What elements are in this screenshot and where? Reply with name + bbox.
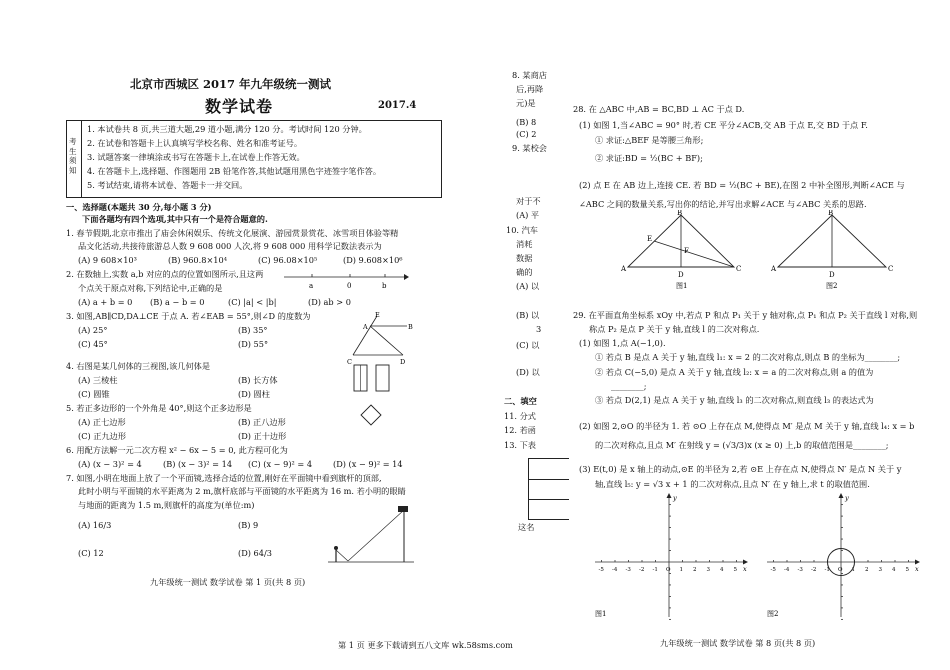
mirror-flagpole-figure bbox=[326, 500, 416, 570]
q28-line1: 28. 在 △ABC 中,AB = BC,BD ⊥ AC 于点 D. bbox=[573, 104, 745, 114]
x-tick-label: -1 bbox=[652, 567, 658, 573]
strip-line: 确的 bbox=[516, 267, 533, 277]
coordinate-grid-2 bbox=[765, 492, 925, 622]
q2-opt-c: (C) |a| < |b| bbox=[228, 297, 277, 307]
strip-line: 消耗 bbox=[516, 239, 533, 249]
q4-opt-c: (C) 圆锥 bbox=[78, 389, 110, 399]
strip-line: 对于不 bbox=[516, 196, 541, 206]
q3-line1: 3. 如图,AB∥CD,DA⊥CE 于点 A. 若∠EAB = 55°,则∠D 的度数为 bbox=[66, 311, 311, 321]
q2-opt-b: (B) a − b = 0 bbox=[150, 297, 205, 307]
q5-opt-a: (A) 正七边形 bbox=[78, 417, 126, 427]
label-C: C bbox=[347, 358, 352, 366]
q28-line2: (1) 如图 1,当∠ABC = 90° 时,若 CE 平分∠ACB,交 AB 于点 E,交 BD 于点 F. bbox=[579, 120, 868, 130]
q1-line1: 1. 春节假期,北京市推出了庙会休闲娱乐、传统文化展演、游园赏景赏花、冰雪项目体验等精 bbox=[66, 228, 399, 238]
fig2-point-C: C bbox=[888, 265, 894, 273]
q1-opt-d: (D) 9.608×10⁶ bbox=[343, 255, 403, 265]
x-tick-label: -5 bbox=[598, 567, 604, 573]
q7-opt-a: (A) 16/3 bbox=[78, 520, 112, 530]
q5-opt-b: (B) 正八边形 bbox=[238, 417, 286, 427]
strip-line: 10. 汽车 bbox=[506, 225, 538, 235]
q7-line3: 与地面的距离为 1.5 m,则旗杆的高度为(单位:m) bbox=[78, 500, 255, 510]
strip-line: (C) 2 bbox=[516, 129, 537, 139]
q7-opt-b: (B) 9 bbox=[238, 520, 259, 530]
q1-line2: 品文化活动,共接待旅游总人数 9 608 000 人次,将 9 608 000 用科学记数法表示为 bbox=[78, 241, 382, 251]
x-tick-label: 1 bbox=[851, 567, 855, 573]
strip-line: 12. 若函 bbox=[504, 425, 536, 435]
q2-opt-a: (A) a + b = 0 bbox=[78, 297, 133, 307]
x-tick-label: -3 bbox=[797, 567, 803, 573]
x-tick-label: 2 bbox=[865, 567, 869, 573]
strip-line: (D) 以 bbox=[516, 367, 540, 377]
grid-caption: 图2 bbox=[767, 610, 779, 618]
notice-3: 3. 试题答案一律填涂或书写在答题卡上,在试卷上作答无效。 bbox=[87, 152, 305, 162]
q5-line1: 5. 若正多边形的一个外角是 40°,则这个正多边形是 bbox=[66, 403, 252, 413]
q5-opt-c: (C) 正九边形 bbox=[78, 431, 127, 441]
x-tick-label: -5 bbox=[770, 567, 776, 573]
q29-line1: 29. 在平面直角坐标系 xOy 中,若点 P 和点 P₁ 关于 y 轴对称,点 P₁ 和点 P₂ 关于直线 l 对称,则 bbox=[573, 310, 918, 320]
strip-line: 这名 bbox=[518, 522, 535, 532]
fig1-point-D: D bbox=[678, 271, 684, 279]
q28-line6: ∠ABC 之间的数量关系,写出你的结论,并写出求解∠ACE 与∠ABC 关系的思路. bbox=[579, 199, 867, 209]
fig1-point-B: B bbox=[677, 210, 683, 217]
notice-5: 5. 考试结束,请将本试卷、答题卡一并交回。 bbox=[87, 180, 248, 190]
q29-line9: 的二次对称点,且点 M′ 在射线 y = (√3/3)x (x ≥ 0) 上,b 的取值范围是________; bbox=[595, 440, 889, 450]
axis-label-b: b bbox=[382, 282, 387, 290]
q6-opt-a: (A) (x − 3)² = 4 bbox=[78, 459, 142, 469]
q2-line1: 2. 在数轴上,实数 a,b 对应的点的位置如图所示,且这两 bbox=[66, 269, 264, 279]
x-tick-label: -4 bbox=[612, 567, 618, 573]
x-tick-label: -2 bbox=[811, 567, 817, 573]
fig2-point-D: D bbox=[829, 271, 835, 279]
section1-note: 下面各题均有四个选项,其中只有一个是符合题意的. bbox=[82, 214, 268, 224]
x-axis-label: x bbox=[915, 565, 919, 573]
number-line-figure bbox=[282, 268, 410, 290]
q29-line6: ________; bbox=[611, 381, 647, 391]
y-axis-arrow bbox=[839, 493, 844, 498]
x-tick-label: -3 bbox=[625, 567, 631, 573]
strip-line: 9. 某校会 bbox=[512, 143, 547, 153]
exam-title: 北京市西城区 2017 年九年级统一测试 bbox=[130, 77, 332, 91]
x-tick-label: O bbox=[666, 567, 671, 573]
coordinate-grid-1 bbox=[593, 492, 753, 622]
strip-line: 8. 某商店 bbox=[512, 70, 547, 80]
grid-caption: 图1 bbox=[595, 610, 607, 618]
q4-opt-d: (D) 圆柱 bbox=[238, 389, 270, 399]
q28-line3: ① 求证:△BEF 是等腰三角形; bbox=[595, 135, 704, 145]
q29-line3: (1) 如图 1,点 A(−1,0). bbox=[579, 338, 666, 348]
strip-line: (A) 平 bbox=[516, 210, 540, 220]
q4-opt-b: (B) 长方体 bbox=[238, 375, 278, 385]
y-axis-label: y bbox=[845, 494, 849, 502]
q6-opt-b: (B) (x − 3)² = 14 bbox=[163, 459, 233, 469]
fig2-point-B: B bbox=[828, 210, 834, 217]
q29-line11: 轴,直线 l₅: y = √3 x + 1 的二次对称点,且点 N′ 在 y 轴上,求 t 的取值范围. bbox=[595, 479, 870, 489]
fig1-point-F: F bbox=[684, 247, 689, 255]
y-axis-arrow bbox=[667, 493, 672, 498]
q3-opt-a: (A) 25° bbox=[78, 325, 108, 335]
q3-opt-c: (C) 45° bbox=[78, 339, 108, 349]
fig1-point-C: C bbox=[736, 265, 742, 273]
q1-opt-c: (C) 96.08×10⁵ bbox=[258, 255, 318, 265]
q1-opt-a: (A) 9 608×10³ bbox=[78, 255, 137, 265]
label-A: A bbox=[363, 323, 368, 331]
q3-opt-b: (B) 35° bbox=[238, 325, 268, 335]
q6-opt-d: (D) (x − 9)² = 14 bbox=[333, 459, 403, 469]
notice-label: 考生须知 bbox=[69, 137, 77, 175]
triangle-figure-2 bbox=[770, 210, 900, 290]
notice-1: 1. 本试卷共 8 页,共三道大题,29 道小题,满分 120 分。考试时间 120 分钟。 bbox=[87, 124, 367, 134]
q6-line1: 6. 用配方法解一元二次方程 x² − 6x − 5 = 0, 此方程可化为 bbox=[66, 445, 288, 455]
strip-line: (B) 8 bbox=[516, 117, 537, 127]
q7-opt-d: (D) 64/3 bbox=[238, 548, 272, 558]
strip-table bbox=[528, 458, 569, 520]
strip-line: 3 bbox=[536, 324, 542, 334]
exam-subtitle: 数学试卷 bbox=[205, 97, 274, 116]
q2-line2: 个点关于原点对称,下列结论中,正确的是 bbox=[78, 283, 223, 293]
q4-opt-a: (A) 三棱柱 bbox=[78, 375, 118, 385]
strip-line: (B) 以 bbox=[516, 310, 540, 320]
left-footer: 九年级统一测试 数学试卷 第 1 页(共 8 页) bbox=[150, 577, 306, 587]
notice-2: 2. 在试卷和答题卡上认真填写学校名称、姓名和准考证号。 bbox=[87, 138, 303, 148]
q29-line4: ① 若点 B 是点 A 关于 y 轴,直线 l₁: x = 2 的二次对称点,则点 B 的坐标为________; bbox=[595, 352, 901, 362]
fig2-caption: 图2 bbox=[826, 282, 838, 290]
x-tick-label: O bbox=[838, 567, 843, 573]
q7-line1: 7. 如图,小明在地面上放了一个平面镜,选择合适的位置,刚好在平面镜中看到旗杆的顶部, bbox=[66, 473, 382, 483]
notice-box bbox=[66, 120, 442, 198]
axis-label-0: 0 bbox=[347, 282, 352, 290]
q7-line2: 此时小明与平面镜的水平距离为 2 m,旗杆底部与平面镜的水平距离为 16 m. 若小明的眼睛 bbox=[78, 486, 406, 496]
label-B: B bbox=[408, 323, 413, 331]
q29-line10: (3) E(t,0) 是 x 轴上的动点,⊙E 的半径为 2,若 ⊙E 上存在点 N,使得点 N′ 是点 N 关于 y bbox=[579, 464, 902, 474]
parallel-lines-figure bbox=[345, 310, 415, 366]
exam-date: 2017.4 bbox=[378, 100, 417, 111]
strip-line: 数据 bbox=[516, 253, 533, 263]
x-tick-label: -1 bbox=[824, 567, 830, 573]
q29-line8: (2) 如图 2,⊙O 的半径为 1. 若 ⊙O 上存在点 M,使得点 M′ 是点 M 关于 y 轴,直线 l₄: x = b bbox=[579, 421, 915, 431]
strip-line: 二、填空 bbox=[504, 396, 537, 406]
fig1-point-A: A bbox=[621, 265, 627, 273]
strip-line: 元)是 bbox=[516, 98, 536, 108]
x-tick-label: 5 bbox=[733, 567, 737, 573]
strip-line: (C) 以 bbox=[516, 340, 540, 350]
notice-4: 4. 在答题卡上,选择题、作图题用 2B 铅笔作答,其他试题用黑色字迹签字笔作答。 bbox=[87, 166, 382, 176]
strip-line: 11. 分式 bbox=[504, 411, 536, 421]
strip-line: 后,再降 bbox=[516, 84, 544, 94]
fig1-point-E: E bbox=[647, 235, 653, 243]
x-axis-label: x bbox=[743, 565, 747, 573]
label-D: D bbox=[400, 358, 406, 366]
fig2-point-A: A bbox=[771, 265, 777, 273]
triangle-figure-1 bbox=[620, 210, 750, 290]
x-tick-label: 1 bbox=[679, 567, 683, 573]
section1-heading: 一、选择题(本题共 30 分,每小题 3 分) bbox=[66, 202, 212, 212]
q28-line4: ② 求证:BD = ½(BC + BF); bbox=[595, 153, 703, 163]
x-axis-arrow bbox=[915, 560, 920, 565]
q1-opt-b: (B) 960.8×10⁴ bbox=[168, 255, 228, 265]
q4-line1: 4. 右图是某几何体的三视图,该几何体是 bbox=[66, 361, 211, 371]
strip-line: 13. 下表 bbox=[504, 440, 536, 450]
q3-opt-d: (D) 55° bbox=[238, 339, 269, 349]
three-view-figure bbox=[340, 363, 400, 433]
q2-opt-d: (D) ab > 0 bbox=[308, 297, 351, 307]
q29-line2: 称点 P₂ 是点 P 关于 y 轴,直线 l 的二次对称点. bbox=[589, 324, 760, 334]
q29-line7: ③ 若点 D(2,1) 是点 A 关于 y 轴,直线 l₃ 的二次对称点,则直线 l₃ 的表达式为 bbox=[595, 395, 874, 405]
x-tick-label: -4 bbox=[784, 567, 790, 573]
q29-line5: ② 若点 C(−5,0) 是点 A 关于 y 轴,直线 l₂: x = a 的二次对称点,则 a 的值为 bbox=[595, 367, 874, 377]
axis-label-a: a bbox=[309, 282, 314, 290]
strip-line: (A) 以 bbox=[516, 281, 540, 291]
bottom-caption: 第 1 页 更多下载请到五八文库 wk.58sms.com bbox=[338, 640, 513, 650]
q6-opt-c: (C) (x − 9)² = 4 bbox=[248, 459, 313, 469]
x-tick-label: 5 bbox=[905, 567, 909, 573]
label-E: E bbox=[375, 311, 380, 319]
y-axis-label: y bbox=[673, 494, 677, 502]
q7-opt-c: (C) 12 bbox=[78, 548, 104, 558]
q5-opt-d: (D) 正十边形 bbox=[238, 431, 287, 441]
x-tick-label: 3 bbox=[706, 567, 710, 573]
right-footer: 九年级统一测试 数学试卷 第 8 页(共 8 页) bbox=[660, 638, 816, 648]
x-tick-label: 3 bbox=[878, 567, 882, 573]
x-tick-label: 4 bbox=[720, 567, 724, 573]
fig1-caption: 图1 bbox=[676, 282, 688, 290]
x-tick-label: 2 bbox=[693, 567, 697, 573]
x-axis-arrow bbox=[743, 560, 748, 565]
right-page bbox=[565, 0, 950, 670]
q28-line5: (2) 点 E 在 AB 边上,连接 CE. 若 BD = ½(BC + BE),在图 2 中补全图形,判断∠ACE 与 bbox=[579, 180, 905, 190]
middle-strip bbox=[500, 0, 570, 670]
x-tick-label: 4 bbox=[892, 567, 896, 573]
x-tick-label: -2 bbox=[639, 567, 645, 573]
